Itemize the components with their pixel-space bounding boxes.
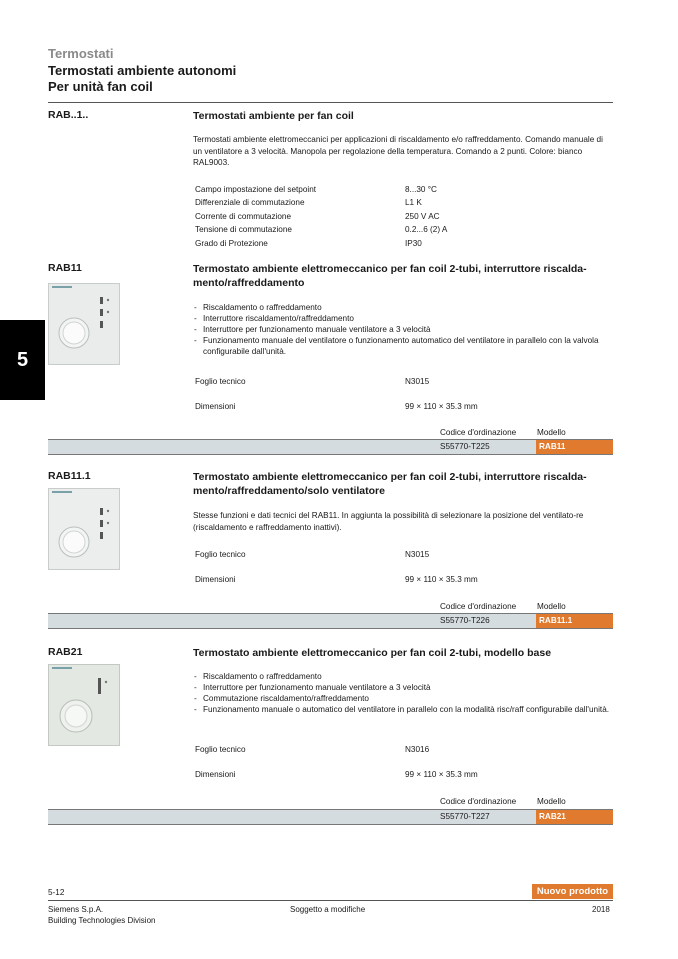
spec-label: Corrente di commutazione bbox=[195, 211, 292, 221]
datasheet-label: Foglio tecnico bbox=[195, 550, 246, 559]
spec-label: Tensione di commutazione bbox=[195, 225, 292, 235]
list-item: - Interruttore per funzionamento manuale ventilatore a 3 velocità bbox=[193, 324, 613, 335]
model-badge: RAB11.1 bbox=[536, 614, 613, 628]
list-item: - Commutazione riscaldamento/raffreddamento bbox=[193, 693, 613, 704]
model-header: Modello bbox=[537, 428, 566, 437]
spec-label: Campo impostazione del setpoint bbox=[195, 185, 317, 194]
header-title: Termostati ambiente autonomi bbox=[48, 63, 237, 78]
family-code: RAB..1.. bbox=[48, 109, 89, 121]
thermostat-image bbox=[48, 283, 120, 365]
footer-company bbox=[48, 905, 155, 926]
product-title: Termostato ambiente elettromeccanico per fan coil 2-tubi, interruttore riscalda-mento/raffreddamento/solo ventilatore bbox=[193, 471, 587, 497]
order-row bbox=[48, 809, 613, 825]
spec-row bbox=[195, 196, 605, 209]
footer-year: 2018 bbox=[592, 905, 610, 914]
datasheet-label: Foglio tecnico bbox=[195, 745, 246, 754]
model-badge: RAB21 bbox=[536, 810, 613, 824]
product-title: Termostato ambiente elettromeccanico per fan coil 2-tubi, interruttore riscalda-mento/raffreddamento bbox=[193, 263, 587, 289]
dimensions-label: Dimensioni bbox=[195, 402, 236, 411]
model-header: Modello bbox=[537, 602, 566, 611]
feature-list bbox=[193, 671, 613, 715]
datasheet-row bbox=[195, 745, 429, 754]
product-code: RAB11 bbox=[48, 262, 82, 274]
datasheet-value[interactable]: N3016 bbox=[405, 745, 430, 754]
order-code-header: Codice d'ordinazione bbox=[440, 797, 517, 806]
section-tab[interactable]: 5 bbox=[0, 320, 45, 400]
list-item: - Interruttore per funzionamento manuale ventilatore a 3 velocità bbox=[193, 682, 613, 693]
thermostat-image bbox=[48, 488, 120, 570]
dimensions-value: 99 × 110 × 35.3 mm bbox=[405, 770, 478, 779]
spec-row bbox=[195, 210, 605, 223]
order-code: S55770-T225 bbox=[440, 442, 490, 451]
product-code: RAB21 bbox=[48, 646, 83, 658]
order-code: S55770-T227 bbox=[440, 812, 490, 821]
family-title: Termostati ambiente per fan coil bbox=[193, 110, 354, 122]
spec-label: Grado di Protezione bbox=[195, 238, 268, 248]
datasheet-value[interactable]: N3015 bbox=[405, 550, 430, 559]
datasheet-label: Foglio tecnico bbox=[195, 377, 246, 386]
list-item: - Riscaldamento o raffreddamento bbox=[193, 671, 613, 682]
thermostat-image bbox=[48, 664, 120, 746]
dimensions-value: 99 × 110 × 35.3 mm bbox=[405, 402, 478, 411]
family-description: Termostati ambiente elettromeccanici per applicazioni di riscaldamento e/o raffreddamento. Comando manuale di un ventilatore a 3 velocità. Manopola per regolazione della temperatura. Comando a 2 punti. Colore: bianco RAL9003. bbox=[193, 135, 603, 167]
dimensions-row bbox=[195, 770, 478, 779]
header-divider bbox=[48, 102, 613, 103]
spec-value: IP30 bbox=[405, 238, 422, 248]
order-row bbox=[48, 613, 613, 629]
spec-row bbox=[195, 237, 605, 250]
header-subtitle: Per unità fan coil bbox=[48, 79, 153, 94]
datasheet-row bbox=[195, 377, 429, 386]
new-product-badge: Nuovo prodotto bbox=[532, 884, 613, 899]
order-code: S55770-T226 bbox=[440, 616, 490, 625]
footer-notice: Soggetto a modifiche bbox=[290, 905, 366, 914]
product-title: Termostato ambiente elettromeccanico per fan coil 2-tubi, modello base bbox=[193, 647, 552, 659]
order-code-header: Codice d'ordinazione bbox=[440, 428, 517, 437]
feature-list bbox=[193, 302, 613, 357]
list-item: - Funzionamento manuale del ventilatore o funzionamento automatico del ventilatore in parallelo con la valvola configurabile dall'unità. bbox=[193, 335, 613, 357]
dimensions-label: Dimensioni bbox=[195, 575, 236, 584]
list-item: - Funzionamento manuale o automatico del ventilatore in parallelo con la modalità risc/raff configurabile dall'unità. bbox=[193, 704, 613, 715]
spec-value: 250 V AC bbox=[405, 211, 440, 221]
spec-row bbox=[195, 183, 605, 196]
dimensions-row bbox=[195, 575, 478, 584]
spec-label: Differenziale di commutazione bbox=[195, 198, 305, 208]
family-spec-table bbox=[195, 183, 605, 250]
product-description: Stesse funzioni e dati tecnici del RAB11. In aggiunta la possibilità di selezionare la posizione del ventilato-re (riscaldamento e raffreddamento inattivi). bbox=[193, 511, 584, 532]
model-badge: RAB11 bbox=[536, 440, 613, 454]
datasheet-value[interactable]: N3015 bbox=[405, 377, 430, 386]
order-row bbox=[48, 439, 613, 455]
datasheet-row bbox=[195, 550, 429, 559]
list-item: - Interruttore riscaldamento/raffreddamento bbox=[193, 313, 613, 324]
model-header: Modello bbox=[537, 797, 566, 806]
spec-row bbox=[195, 223, 605, 236]
footer-divider bbox=[48, 900, 613, 901]
dimensions-row bbox=[195, 402, 478, 411]
company-name: Siemens S.p.A. bbox=[48, 905, 104, 914]
spec-value: L1 K bbox=[405, 198, 422, 208]
division-name: Building Technologies Division bbox=[48, 915, 156, 925]
product-code: RAB11.1 bbox=[48, 470, 91, 482]
list-item: - Riscaldamento o raffreddamento bbox=[193, 302, 613, 313]
spec-value: 8...30 °C bbox=[405, 185, 437, 194]
dimensions-label: Dimensioni bbox=[195, 770, 236, 779]
order-code-header: Codice d'ordinazione bbox=[440, 602, 517, 611]
page-number: 5-12 bbox=[48, 888, 65, 897]
spec-value: 0.2...6 (2) A bbox=[405, 225, 448, 235]
dimensions-value: 99 × 110 × 35.3 mm bbox=[405, 575, 478, 584]
header-category: Termostati bbox=[48, 46, 114, 61]
